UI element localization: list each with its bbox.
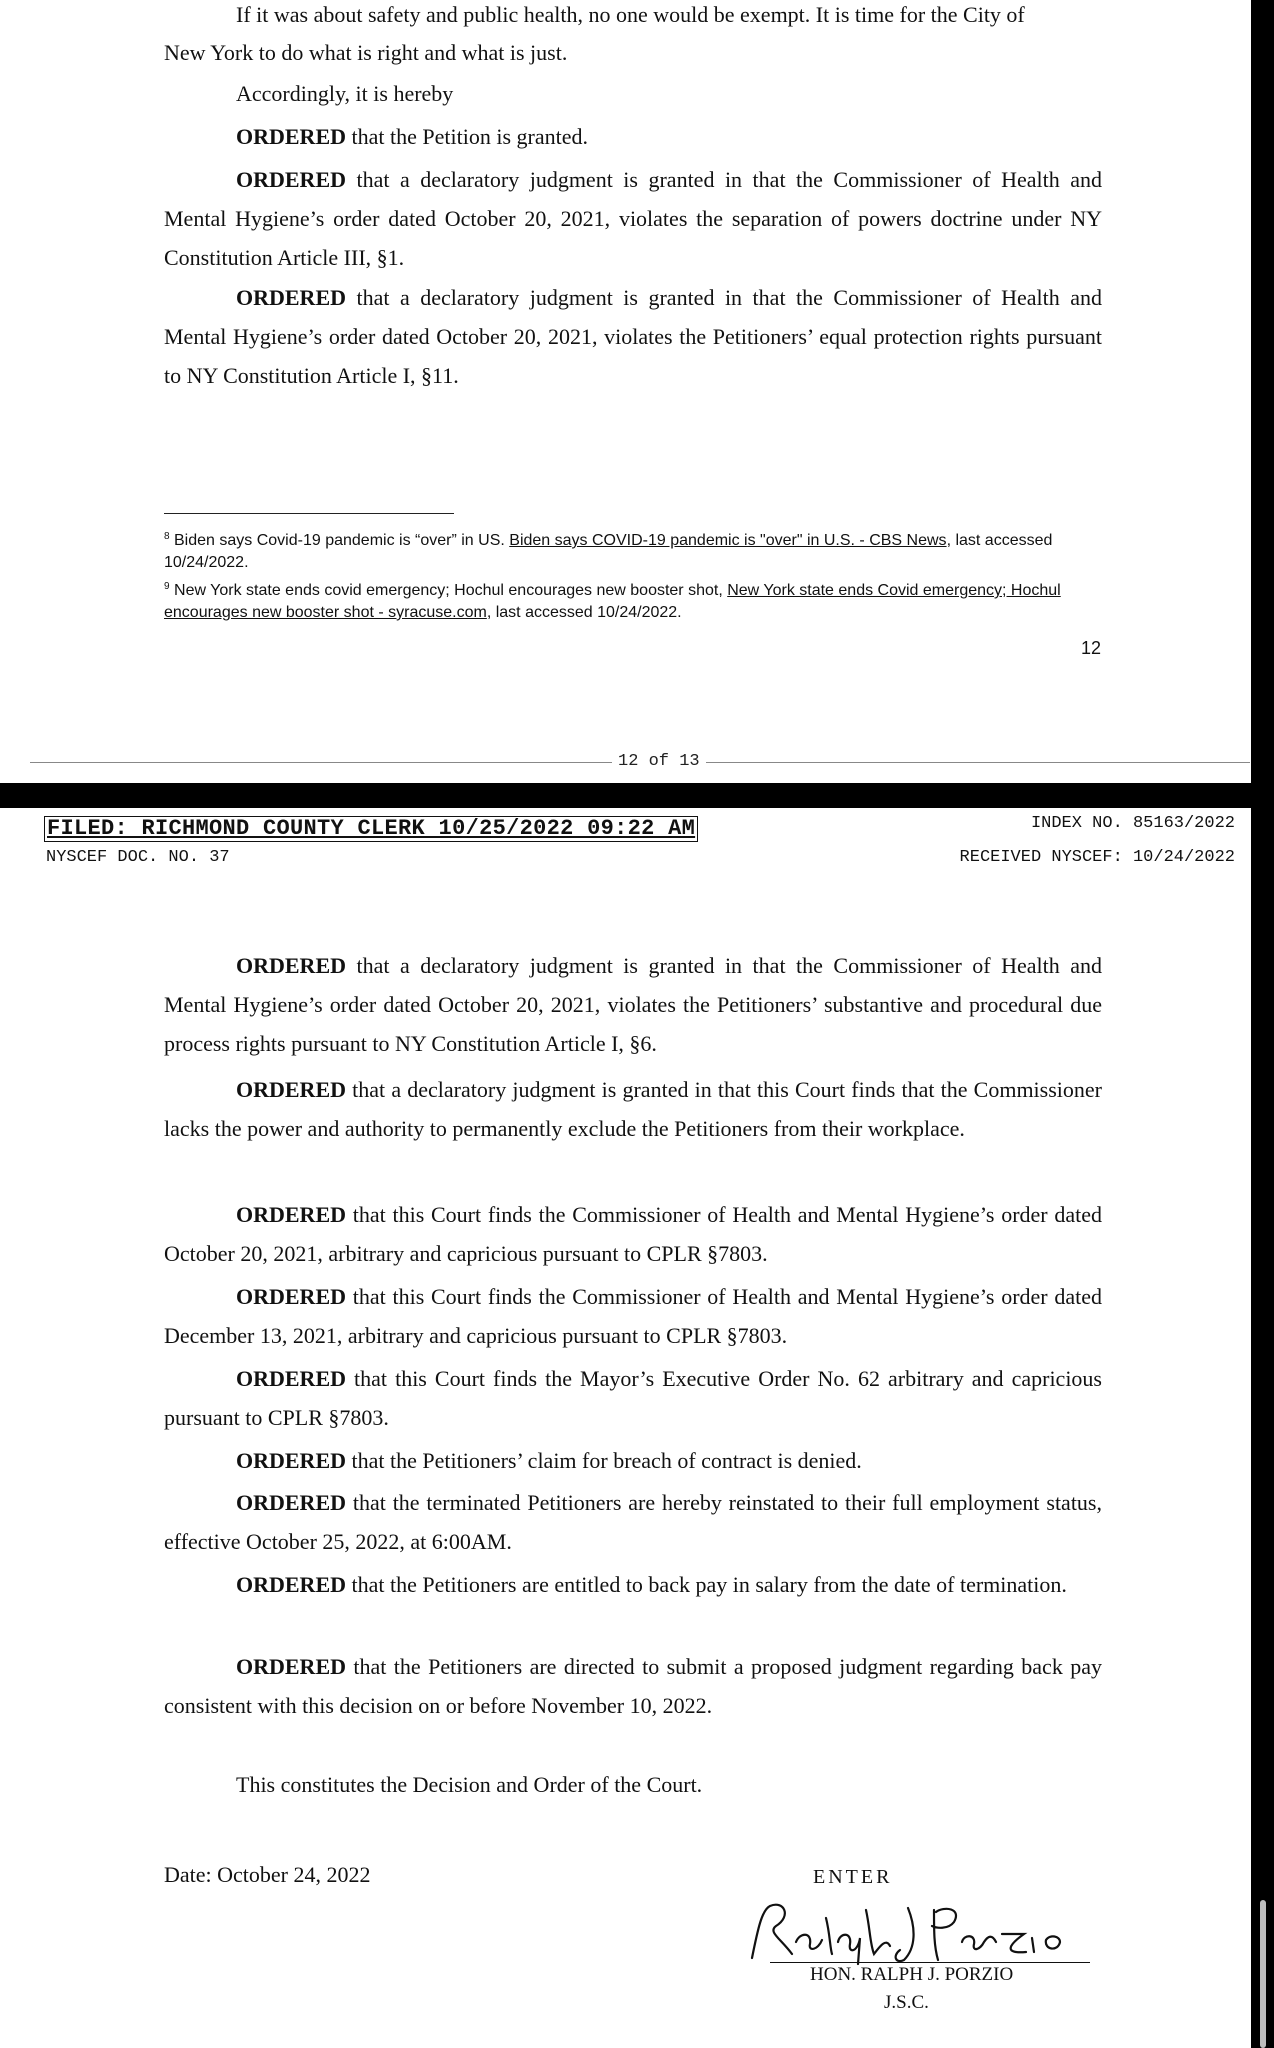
- footnote-9: [164, 576, 1104, 624]
- order-text: that a declaratory judgment is granted in that this Court finds that the Commissioner lacks the power and authority to permanently exclude the Petitioners from their workplace.: [164, 1077, 1102, 1141]
- judge-name: HON. RALPH J. PORZIO: [810, 1964, 1014, 1985]
- order-back-pay: [164, 1565, 1102, 1604]
- order-oct-2021-arbitrary: [164, 1195, 1102, 1273]
- document-page-13: [0, 808, 1251, 2048]
- order-text: that this Court finds the Commissioner of Health and Mental Hygiene’s order dated October 20, 2021, arbitrary and capricious pursuant to CPLR §7803.: [164, 1202, 1102, 1266]
- ordered-label: ORDERED: [236, 124, 347, 149]
- order-text: that this Court finds the Commissioner of Health and Mental Hygiene’s order dated December 13, 2021, arbitrary and capricious pursuant to CPLR §7803.: [164, 1284, 1102, 1348]
- order-petition-granted: [164, 117, 1102, 156]
- order-text: that the Petitioners’ claim for breach of contract is denied.: [346, 1448, 862, 1473]
- order-proposed-judgment: [164, 1647, 1102, 1725]
- order-commissioner-power: [164, 1070, 1102, 1148]
- scrollbar-thumb[interactable]: [1260, 1900, 1266, 2048]
- page-separator: [30, 752, 1250, 772]
- order-text: that the Petition is granted.: [346, 124, 588, 149]
- order-separation-of-powers: [164, 160, 1102, 277]
- decision-statement: This constitutes the Decision and Order of the Court.: [236, 1772, 703, 1797]
- footnote-tail: , last accessed 10/24/2022.: [486, 604, 682, 621]
- footnote-number: 8: [164, 531, 170, 542]
- ordered-label: ORDERED: [236, 1284, 347, 1309]
- order-breach-denied: [164, 1441, 1102, 1480]
- order-text: that the terminated Petitioners are hereby reinstated to their full employment status, effective October 25, 2022, at 6:00AM.: [164, 1490, 1102, 1554]
- decision-date: Date: October 24, 2022: [164, 1862, 371, 1887]
- ordered-label: ORDERED: [236, 1077, 347, 1102]
- index-number: INDEX NO. 85163/2022: [1030, 814, 1235, 833]
- order-text: that this Court finds the Mayor’s Executive Order No. 62 arbitrary and capricious pursuant to CPLR §7803.: [164, 1366, 1102, 1430]
- paragraph-intro-line-1: If it was about safety and public health, no one would be exempt. It is time for the City of: [236, 2, 1025, 27]
- signature-line: [770, 1962, 1090, 1963]
- ordered-label: ORDERED: [236, 1202, 347, 1227]
- footnote-text: Biden says Covid-19 pandemic is “over” in US.: [169, 532, 510, 549]
- order-text: that a declaratory judgment is granted in that the Commissioner of Health and Mental Hygiene’s order dated October 20, 2021, violates the Petitioners’ equal protection rights pursuant to NY Constitution Article I, §11.: [164, 285, 1102, 388]
- ordered-label: ORDERED: [236, 285, 347, 310]
- order-due-process: [164, 946, 1102, 1063]
- order-reinstated: [164, 1483, 1102, 1561]
- received-date: RECEIVED NYSCEF: 10/24/2022: [959, 848, 1235, 867]
- order-text: that a declaratory judgment is granted in that the Commissioner of Health and Mental Hygiene’s order dated October 20, 2021, violates the Petitioners’ substantive and procedural due process rights pursuant to NY Constitution Article I, §6.: [164, 953, 1102, 1056]
- footnote-tail: , last accessed 10/24/2022.: [164, 532, 1053, 571]
- footnote-number: 9: [164, 581, 170, 592]
- footnote-8: [164, 526, 1104, 574]
- nyscef-doc-number: NYSCEF DOC. NO. 37: [46, 848, 230, 867]
- order-dec-2021-arbitrary: [164, 1277, 1102, 1355]
- judge-title: J.S.C.: [884, 1992, 929, 2013]
- order-text: that the Petitioners are directed to submit a proposed judgment regarding back pay consistent with this decision on or before November 10, 2022.: [164, 1654, 1102, 1718]
- ordered-label: ORDERED: [236, 953, 347, 978]
- paragraph-intro-line-2: New York to do what is right and what is just.: [164, 40, 568, 65]
- footnote-9-link[interactable]: New York state ends Covid emergency; Hochul encourages new booster shot - syracuse.com: [164, 582, 1061, 621]
- footnote-8-link[interactable]: Biden says COVID-19 pandemic is "over" in U.S. - CBS News: [509, 532, 947, 549]
- ordered-label: ORDERED: [236, 1490, 347, 1515]
- ordered-label: ORDERED: [236, 1448, 347, 1473]
- document-page-12: [0, 0, 1251, 783]
- order-executive-order-62: [164, 1359, 1102, 1437]
- page-of-indicator: 12 of 13: [612, 752, 706, 771]
- order-equal-protection: [164, 278, 1102, 395]
- ordered-label: ORDERED: [236, 1572, 347, 1597]
- accordingly-text: Accordingly, it is hereby: [236, 81, 454, 106]
- ordered-label: ORDERED: [236, 167, 347, 192]
- ordered-label: ORDERED: [236, 1366, 347, 1391]
- footnote-text: New York state ends covid emergency; Hochul encourages new booster shot,: [169, 582, 728, 599]
- footnote-divider: [164, 513, 454, 514]
- order-text: that a declaratory judgment is granted in that the Commissioner of Health and Mental Hygiene’s order dated October 20, 2021, violates the separation of powers doctrine under NY Constitution Article III, §1.: [164, 167, 1102, 270]
- order-text: that the Petitioners are entitled to back pay in salary from the date of termination.: [346, 1572, 1067, 1597]
- enter-label: ENTER: [813, 1866, 893, 1888]
- ordered-label: ORDERED: [236, 1654, 347, 1679]
- page-number: 12: [1080, 638, 1101, 658]
- judge-signature: [740, 1898, 1100, 1968]
- filed-header: FILED: RICHMOND COUNTY CLERK 10/25/2022 09:22 AM: [44, 816, 698, 842]
